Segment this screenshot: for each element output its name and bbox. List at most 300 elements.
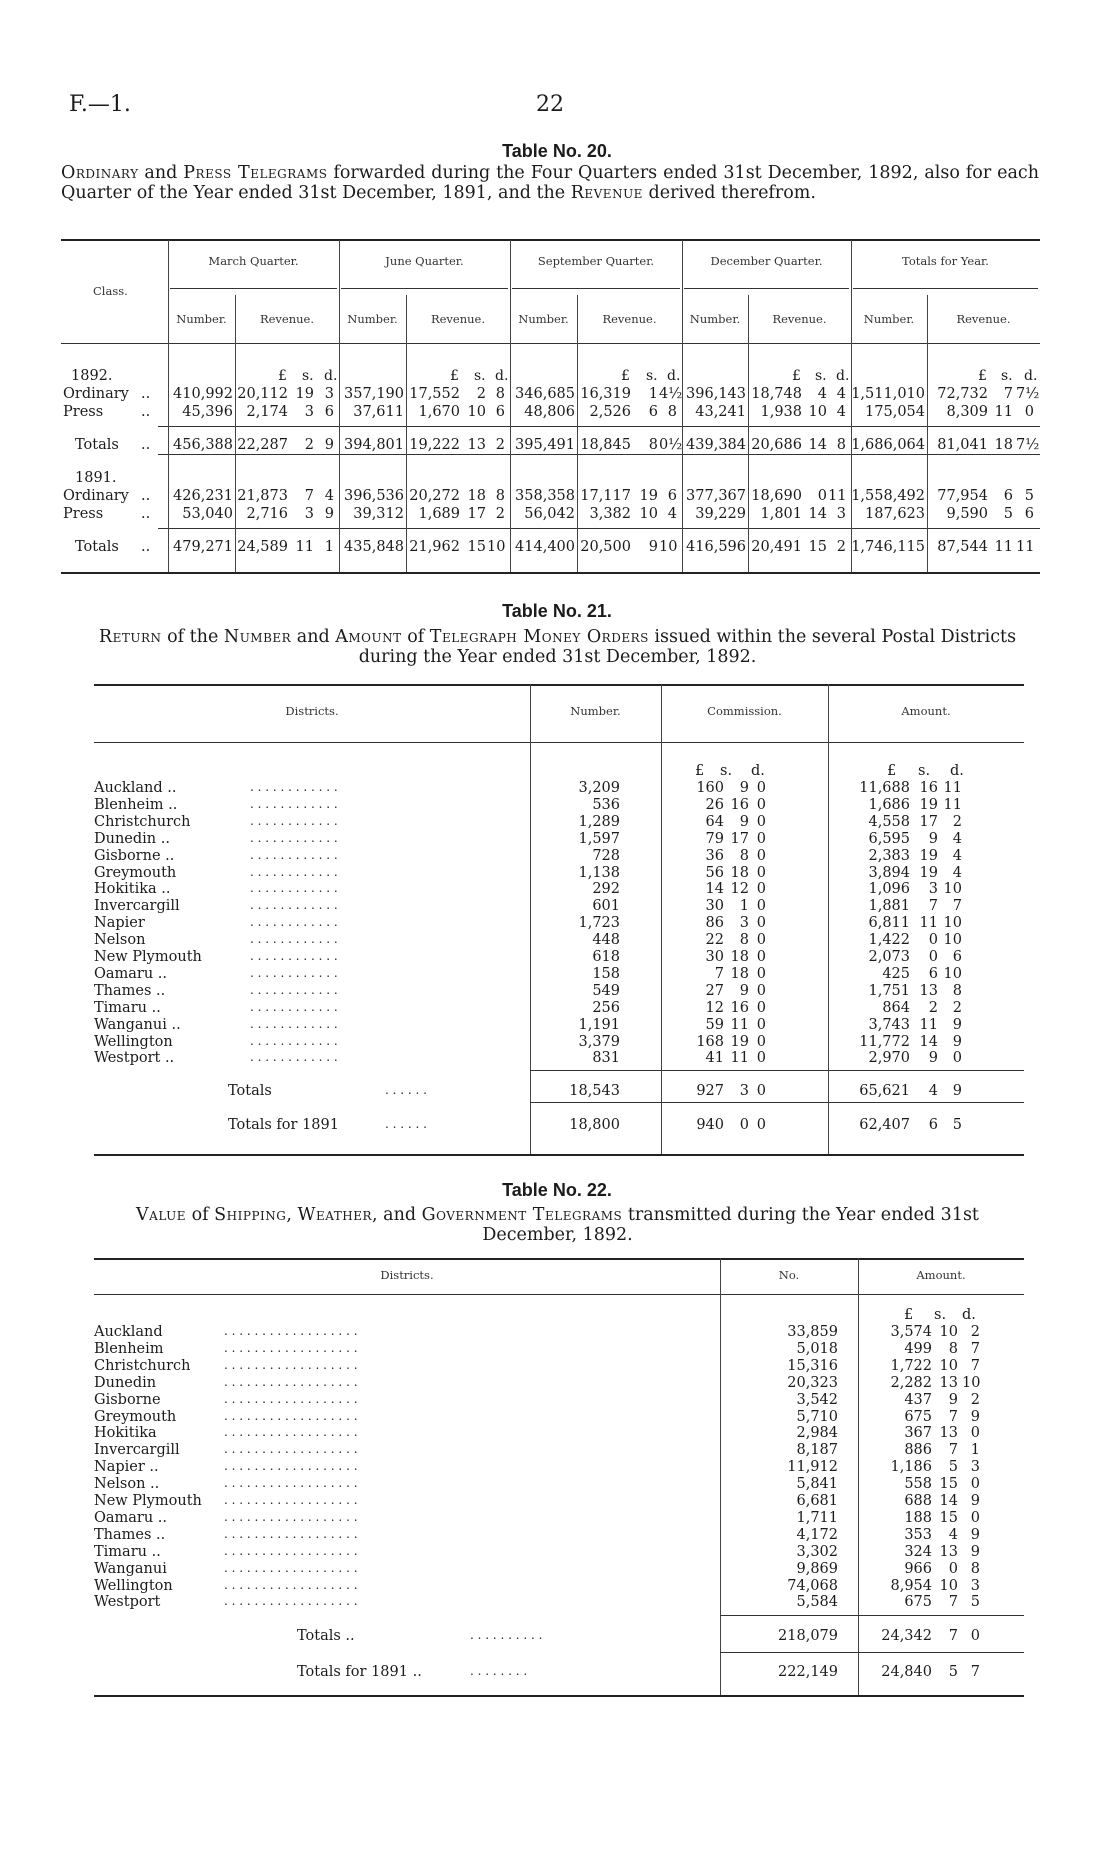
table22-amount-shillings: 0 xyxy=(948,1560,958,1577)
table20-shillings-cell: 18 xyxy=(467,488,486,504)
table22-amount-shillings: 14 xyxy=(939,1493,958,1509)
table21-commission-pounds: 168 xyxy=(696,1033,724,1050)
table21-district-name: Wellington xyxy=(94,1033,173,1050)
table22-amount-shillings: 15 xyxy=(939,1509,958,1526)
table20-pounds-cell: 9,590 xyxy=(946,506,988,522)
table20-number-cell: 456,388 xyxy=(173,437,233,453)
table21-district-name: Greymouth xyxy=(94,864,177,881)
table21-district-name: Nelson xyxy=(94,932,146,949)
table21-commission-shillings: 12 xyxy=(730,881,749,898)
table21-commission-shillings: 11 xyxy=(730,1016,749,1033)
table21-dots: . . . . . . . . . . . . xyxy=(250,982,338,997)
table22-amount-shillings: 4 xyxy=(948,1526,958,1543)
table21-amount-pence: 4 xyxy=(952,864,962,881)
table20-number-cell: 39,312 xyxy=(353,506,404,522)
caption-fragment: Shipping xyxy=(214,1205,287,1225)
table22-amount-shillings: 10 xyxy=(939,1577,958,1594)
table21-commission-pounds: 86 xyxy=(705,915,724,932)
table20-number-header: Number. xyxy=(863,312,915,326)
pence-label: d. xyxy=(751,763,765,779)
table20-pence-cell: 6 xyxy=(1024,506,1034,522)
shillings-label: s. xyxy=(474,368,486,384)
shillings-label: s. xyxy=(720,763,733,779)
caption-fragment: derived therefrom. xyxy=(642,183,816,203)
table21-commission-pounds: 79 xyxy=(705,830,724,847)
table21-number-cell: 158 xyxy=(592,965,620,982)
table21-amount-pounds: 1,751 xyxy=(868,982,910,999)
table21-commission-pounds: 14 xyxy=(705,881,724,898)
table21-commission-pence: 0 xyxy=(756,915,766,932)
table22-dots: . . . . . . . . . . . . . . . . . . xyxy=(224,1425,358,1440)
table21-amount-shillings: 0 xyxy=(928,949,938,965)
table21-commission-pence: 0 xyxy=(756,1033,766,1050)
table20-row-dots: .. xyxy=(141,488,151,504)
table21-commission-pence: 0 xyxy=(756,864,766,881)
table21-amount-shillings: 7 xyxy=(928,898,938,915)
table22-dots: . . . . . . . . . . . . . . . . . . xyxy=(224,1374,358,1389)
table22-number-cell: 5,841 xyxy=(796,1476,838,1493)
table22-district-name: Thames .. xyxy=(94,1526,166,1543)
caption-fragment: Number xyxy=(223,627,292,647)
table22-amount-pounds: 437 xyxy=(904,1391,932,1408)
table20-pounds-cell: 20,500 xyxy=(580,539,631,555)
table21-number-cell: 601 xyxy=(592,898,620,915)
table22-number-cell: 1,711 xyxy=(796,1509,838,1526)
table21-district-name: Oamaru .. xyxy=(94,965,168,982)
table20-bottom-rule xyxy=(61,572,1040,574)
table22-total-rule xyxy=(720,1615,1024,1616)
table21-number-cell: 1,191 xyxy=(578,1016,620,1033)
table21-districts-header: Districts. xyxy=(285,704,339,718)
table20-number-header: Number. xyxy=(518,312,569,326)
table21-amount-shillings: 6 xyxy=(928,965,938,982)
table21-commission-pounds: 41 xyxy=(705,1050,724,1067)
table21-amount-pence: 9 xyxy=(952,1033,962,1050)
table21-commission-pence: 0 xyxy=(756,999,766,1016)
table22-number-cell: 5,584 xyxy=(796,1594,838,1611)
table20-pounds-cell: 21,962 xyxy=(409,539,460,555)
shillings-label: s. xyxy=(646,368,658,384)
table20-number-cell: 346,685 xyxy=(515,386,575,402)
table22-number-cell: 222,149 xyxy=(778,1664,838,1680)
table22-district-name: Wellington xyxy=(94,1577,173,1594)
table21-dots: . . . . . . . . . . . . xyxy=(250,898,338,913)
table22-amount-pence: 9 xyxy=(970,1493,980,1509)
table21-amount-shillings: 19 xyxy=(919,847,938,864)
table21-amount-pence: 9 xyxy=(952,1083,962,1099)
table22-district-name: Wanganui xyxy=(94,1560,167,1577)
table21-amount-pence: 2 xyxy=(952,999,962,1016)
table20-pence-cell: 8 xyxy=(836,437,846,453)
table21-commission-pence: 0 xyxy=(756,847,766,864)
table21-commission-shillings: 0 xyxy=(739,1117,749,1133)
table22-number-cell: 15,316 xyxy=(787,1357,838,1374)
table21-commission-header: Commission. xyxy=(707,704,782,718)
table22-amount-pounds: 188 xyxy=(904,1509,932,1526)
table20-number-cell: 1,746,115 xyxy=(851,539,925,555)
table21-number-cell: 3,379 xyxy=(578,1033,620,1050)
pence-label: d. xyxy=(495,368,509,384)
table20-shillings-cell: 18 xyxy=(994,437,1013,453)
table22-amount-pence: 2 xyxy=(970,1391,980,1408)
table20-pence-cell: 9 xyxy=(324,437,334,453)
table20-pence-cell: 6 xyxy=(495,404,505,420)
table22-total-label: Totals for 1891 .. xyxy=(297,1664,422,1680)
table21-dots: . . . . . . . . . . . . xyxy=(250,1016,338,1031)
table21-commission-pence: 0 xyxy=(756,1117,766,1133)
caption-fragment: forwarded during the Four Quarters ended 31st December, 1892, also for each Quarter of the Year ended 31st December, 1891, and the xyxy=(61,163,1039,203)
table21-commission-pounds: 160 xyxy=(696,780,724,796)
table21-amount-shillings: 14 xyxy=(919,1033,938,1050)
table20-caption xyxy=(61,163,1039,203)
table22-amount-shillings: 8 xyxy=(948,1340,958,1357)
table20-pence-cell: 3 xyxy=(324,386,334,402)
table21-amount-pounds: 11,688 xyxy=(859,780,910,796)
table22-amount-pence: 9 xyxy=(970,1543,980,1560)
table22-dots: . . . . . . . . . . . . . . . . . . xyxy=(224,1391,358,1406)
table20-shillings-cell: 19 xyxy=(639,488,658,504)
table20-pounds-cell: 20,491 xyxy=(751,539,802,555)
table22-amount-pence: 9 xyxy=(970,1408,980,1425)
table22-districts-header: Districts. xyxy=(380,1268,434,1282)
table20-pence-cell: 2 xyxy=(495,437,505,453)
table21-commission-shillings: 11 xyxy=(730,1050,749,1067)
table21-commission-pence: 0 xyxy=(756,1016,766,1033)
table20-number-cell: 414,400 xyxy=(515,539,575,555)
table21-dots: . . . . . . . . . . . . xyxy=(250,813,338,828)
table20-pence-cell: 9 xyxy=(324,506,334,522)
table22-district-name: Blenheim xyxy=(94,1340,164,1357)
table22-amount-pounds: 2,282 xyxy=(890,1374,932,1391)
table21-commission-pence: 0 xyxy=(756,982,766,999)
table21-number-cell: 549 xyxy=(592,982,620,999)
table20-pounds-cell: 17,117 xyxy=(580,488,631,504)
page-number: 22 xyxy=(536,92,564,117)
table21-commission-pence: 0 xyxy=(756,796,766,813)
table21-district-name: Napier xyxy=(94,915,145,932)
table20-quarter-header: December Quarter. xyxy=(710,254,823,268)
table20-column-rule xyxy=(406,295,407,572)
table21-commission-pounds: 56 xyxy=(705,864,724,881)
table20-row-dots: .. xyxy=(141,539,151,555)
table21-amount-pence: 0 xyxy=(952,1050,962,1067)
table20-pence-cell: 3 xyxy=(836,506,846,522)
table22-dots: . . . . . . . . . . . . . . . . . . xyxy=(224,1594,358,1609)
table22-amount-pounds: 353 xyxy=(904,1526,932,1543)
shillings-label: s. xyxy=(815,368,827,384)
table21-amount-shillings: 13 xyxy=(919,982,938,999)
table20-row-dots: .. xyxy=(141,386,151,402)
table20-shillings-cell: 3 xyxy=(304,404,314,420)
table21-amount-pence: 5 xyxy=(952,1117,962,1133)
table21-amount-shillings: 19 xyxy=(919,796,938,813)
table20-number-cell: 426,231 xyxy=(173,488,233,504)
table21-commission-pounds: 30 xyxy=(705,898,724,915)
table22-amount-pence: 7 xyxy=(970,1664,980,1680)
table21-commission-pounds: 59 xyxy=(705,1016,724,1033)
table20-number-cell: 45,396 xyxy=(182,404,233,420)
table21-number-header: Number. xyxy=(570,704,621,718)
table20-row-label: Totals xyxy=(75,539,119,555)
table20-pence-cell: 1 xyxy=(324,539,334,555)
table20-number-header: Number. xyxy=(176,312,227,326)
table20-revenue-header: Revenue. xyxy=(772,312,827,326)
caption-fragment: issued within the several Postal Districts during the Year ended 31st December, 1892. xyxy=(358,627,1017,667)
table20-pounds-cell: 21,873 xyxy=(237,488,288,504)
shillings-label: s. xyxy=(934,1307,947,1323)
table21-number-cell: 256 xyxy=(592,999,620,1016)
table21-amount-pounds: 2,073 xyxy=(868,949,910,965)
table21-dots: . . . . . . . . . . . . xyxy=(250,881,338,896)
table20-pounds-cell: 1,801 xyxy=(760,506,802,522)
table21-commission-shillings: 16 xyxy=(730,796,749,813)
table21-total-rule xyxy=(530,1070,1024,1071)
caption-fragment: and xyxy=(138,163,184,183)
table22-dots: . . . . . . . . . . . . . . . . . . xyxy=(224,1560,358,1575)
table20-shillings-cell: 2 xyxy=(476,386,486,402)
table20-pence-cell: 10 xyxy=(659,539,678,555)
table22-amount-shillings: 7 xyxy=(948,1408,958,1425)
pound-sign: £ xyxy=(792,368,801,384)
table20-number-cell: 1,686,064 xyxy=(851,437,925,453)
table20-pounds-cell: 20,112 xyxy=(237,386,288,402)
table22-district-name: Nelson .. xyxy=(94,1476,160,1493)
table20-pounds-cell: 18,748 xyxy=(751,386,802,402)
table22-number-cell: 20,323 xyxy=(787,1374,838,1391)
table22-amount-pence: 2 xyxy=(970,1324,980,1340)
table21-district-name: Thames .. xyxy=(94,982,166,999)
table22-district-name: Christchurch xyxy=(94,1357,191,1374)
table22-dots: . . . . . . . . . . . . . . . . . . xyxy=(224,1476,358,1491)
table20-pounds-cell: 3,382 xyxy=(589,506,631,522)
table22-amount-shillings: 13 xyxy=(939,1374,958,1391)
table21-amount-pounds: 1,686 xyxy=(868,796,910,813)
table22-total-label: Totals .. xyxy=(297,1628,355,1644)
table22-amount-pence: 0 xyxy=(970,1425,980,1442)
table22-district-name: Dunedin xyxy=(94,1374,157,1391)
table20-number-cell: 187,623 xyxy=(865,506,925,522)
table21-amount-shillings: 0 xyxy=(928,932,938,949)
table20-column-rule xyxy=(577,295,578,572)
pence-label: d. xyxy=(324,368,338,384)
table20-shillings-cell: 1 xyxy=(648,386,658,402)
table21-dots: . . . . . . . . . . . . xyxy=(250,999,338,1014)
table22-header-rule xyxy=(94,1294,1024,1295)
table20-row-label: Ordinary xyxy=(63,386,129,402)
table21-number-cell: 536 xyxy=(592,796,620,813)
table22-amount-pounds: 24,342 xyxy=(881,1628,932,1644)
table21-commission-shillings: 8 xyxy=(739,847,749,864)
table20-pence-cell: 10 xyxy=(487,539,506,555)
table22-amount-pence: 9 xyxy=(970,1526,980,1543)
table20-subtotal-rule xyxy=(158,454,1040,455)
table20-quarter-rule xyxy=(853,288,1038,289)
table20-shillings-cell: 4 xyxy=(817,386,827,402)
table20-title: Table No. 20. xyxy=(502,141,612,161)
table20-shillings-cell: 10 xyxy=(808,404,827,420)
table22-dots: . . . . . . . . . . . . . . . . . . xyxy=(224,1459,358,1474)
table21-commission-pence: 0 xyxy=(756,830,766,847)
table20-number-cell: 410,992 xyxy=(173,386,233,402)
table21-amount-shillings: 11 xyxy=(919,915,938,932)
table22-dots: . . . . . . . . . . . . . . . . . . xyxy=(224,1543,358,1558)
table21-amount-pence: 4 xyxy=(952,830,962,847)
pound-sign: £ xyxy=(978,368,987,384)
table21-amount-shillings: 3 xyxy=(928,881,938,898)
table20-pence-cell: 5 xyxy=(1024,488,1034,504)
table21-commission-pounds: 7 xyxy=(714,965,724,982)
table22-district-name: Timaru .. xyxy=(94,1543,161,1560)
table21-amount-pounds: 864 xyxy=(882,999,910,1016)
table22-title: Table No. 22. xyxy=(502,1180,612,1200)
table20-top-rule xyxy=(61,239,1040,241)
table21-commission-shillings: 8 xyxy=(739,932,749,949)
table22-amount-pounds: 367 xyxy=(904,1425,932,1442)
table21-dots: . . . . . . . . . . . . xyxy=(250,1050,338,1065)
table20-shillings-cell: 14 xyxy=(808,437,827,453)
table20-number-cell: 395,491 xyxy=(515,437,575,453)
table22-amount-shillings: 10 xyxy=(939,1324,958,1340)
table22-amount-pence: 10 xyxy=(962,1374,981,1391)
table21-dots: . . . . . . . . . . . . xyxy=(250,1033,338,1048)
table21-amount-pence: 2 xyxy=(952,813,962,830)
table22-number-cell: 8,187 xyxy=(796,1442,838,1459)
table21-dots: . . . . . . . . . . . . xyxy=(250,780,338,794)
table21-top-rule xyxy=(94,684,1024,686)
table22-dots: . . . . . . . . . . . . . . . . . . xyxy=(224,1493,358,1507)
table21-district-name: Gisborne .. xyxy=(94,847,175,864)
shillings-label: s. xyxy=(918,763,931,779)
table22-amount-pounds: 324 xyxy=(904,1543,932,1560)
table22-number-cell: 11,912 xyxy=(787,1459,838,1476)
table21-commission-pounds: 27 xyxy=(705,982,724,999)
table20-shillings-cell: 8 xyxy=(648,437,658,453)
table20-pounds-cell: 20,686 xyxy=(751,437,802,453)
table22-amount-pounds: 558 xyxy=(904,1476,932,1493)
table21-amount-pounds: 4,558 xyxy=(868,813,910,830)
table20-pence-cell: 6 xyxy=(667,488,677,504)
table20-number-cell: 1,511,010 xyxy=(851,386,925,402)
table21-district-name: Hokitika .. xyxy=(94,881,171,898)
table21-amount-shillings: 19 xyxy=(919,864,938,881)
table20-column-rule xyxy=(927,295,928,572)
table21-amount-shillings: 4 xyxy=(928,1083,938,1099)
table21-amount-pence: 8 xyxy=(952,982,962,999)
table22-no-header: No. xyxy=(778,1268,800,1282)
table21-number-cell: 3,209 xyxy=(578,780,620,796)
caption-fragment: of xyxy=(186,1205,215,1225)
table22-amount-pounds: 3,574 xyxy=(890,1324,932,1340)
table20-shillings-cell: 5 xyxy=(1003,506,1013,522)
pence-label: d. xyxy=(667,368,681,384)
table22-column-rule xyxy=(858,1258,859,1695)
table20-number-cell: 479,271 xyxy=(173,539,233,555)
table21-commission-pounds: 36 xyxy=(705,847,724,864)
table21-commission-shillings: 18 xyxy=(730,949,749,965)
table22-district-name: Auckland xyxy=(94,1324,163,1340)
table22-amount-pounds: 675 xyxy=(904,1594,932,1611)
table21-commission-pence: 0 xyxy=(756,780,766,796)
table20-pounds-cell: 1,689 xyxy=(418,506,460,522)
table21-dots: . . . . . . . . . . . . xyxy=(250,847,338,862)
table20-number-header: Number. xyxy=(347,312,398,326)
table22-dots: . . . . . . . . . . xyxy=(470,1628,543,1642)
table20-shillings-cell: 7 xyxy=(1003,386,1013,402)
table20-pounds-cell: 22,287 xyxy=(237,437,288,453)
table21-amount-pence: 10 xyxy=(943,915,962,932)
table22-amount-pence: 1 xyxy=(970,1442,980,1459)
table21-amount-pounds: 3,894 xyxy=(868,864,910,881)
table20-number-cell: 396,536 xyxy=(344,488,404,504)
table21-total-label: Totals for 1891 xyxy=(228,1117,339,1133)
table22-number-cell: 3,302 xyxy=(796,1543,838,1560)
table20-pence-cell: 8 xyxy=(495,488,505,504)
table22-district-name: Oamaru .. xyxy=(94,1509,168,1526)
caption-fragment: Ordinary xyxy=(61,163,139,183)
table20-pounds-cell: 17,552 xyxy=(409,386,460,402)
table21-caption xyxy=(90,627,1025,667)
pound-sign: £ xyxy=(695,763,705,779)
table20-number-cell: 394,801 xyxy=(344,437,404,453)
table21-amount-pounds: 11,772 xyxy=(859,1033,910,1050)
year-label: 1891. xyxy=(75,470,117,486)
table22-top-rule xyxy=(94,1258,1024,1260)
table20-shillings-cell: 19 xyxy=(295,386,314,402)
table22-amount-pounds: 1,186 xyxy=(890,1459,932,1476)
table22-number-cell: 4,172 xyxy=(796,1526,838,1543)
table20-column-rule xyxy=(235,295,236,572)
table21-commission-shillings: 16 xyxy=(730,999,749,1016)
pound-sign: £ xyxy=(450,368,459,384)
table22-dots: . . . . . . . . . . . . . . . . . . xyxy=(224,1324,358,1338)
table21-amount-pence: 7 xyxy=(952,898,962,915)
table21-number-cell: 18,800 xyxy=(569,1117,620,1133)
caption-fragment: , and xyxy=(372,1205,422,1225)
table20-pounds-cell: 16,319 xyxy=(580,386,631,402)
table20-row-label: Press xyxy=(63,506,104,522)
table21-amount-pounds: 1,881 xyxy=(868,898,910,915)
table20-shillings-cell: 2 xyxy=(304,437,314,453)
table22-amount-pence: 3 xyxy=(970,1577,980,1594)
shillings-label: s. xyxy=(302,368,314,384)
table21-commission-pounds: 30 xyxy=(705,949,724,965)
table22-number-cell: 6,681 xyxy=(796,1493,838,1509)
table22-dots: . . . . . . . . . . . . . . . . . . xyxy=(224,1357,358,1372)
table21-district-name: Timaru .. xyxy=(94,999,161,1016)
table20-quarter-header: Totals for Year. xyxy=(902,254,989,268)
table20-pounds-cell: 2,526 xyxy=(589,404,631,420)
table22-dots: . . . . . . . . . . . . . . . . . . xyxy=(224,1340,358,1355)
table21-amount-pounds: 2,383 xyxy=(868,847,910,864)
table20-quarter-rule xyxy=(170,288,337,289)
table20-quarter-rule xyxy=(341,288,508,289)
table21-commission-pence: 0 xyxy=(756,932,766,949)
table22-amount-pence: 0 xyxy=(970,1628,980,1644)
table20-pounds-cell: 2,716 xyxy=(246,506,288,522)
table20-column-rule xyxy=(748,295,749,572)
table20-shillings-cell: 3 xyxy=(304,506,314,522)
table20-shillings-cell: 11 xyxy=(994,404,1013,420)
table21-commission-pounds: 940 xyxy=(696,1117,724,1133)
table22-amount-pounds: 8,954 xyxy=(890,1577,932,1594)
table21-dots: . . . . . . . . . . . . xyxy=(250,830,338,845)
table21-commission-pounds: 26 xyxy=(705,796,724,813)
table20-row-dots: .. xyxy=(141,506,151,522)
table20-number-cell: 396,143 xyxy=(686,386,746,402)
table22-caption xyxy=(90,1205,1025,1245)
caption-fragment: Return xyxy=(98,627,162,647)
table20-pence-cell: 7½ xyxy=(1016,386,1040,402)
